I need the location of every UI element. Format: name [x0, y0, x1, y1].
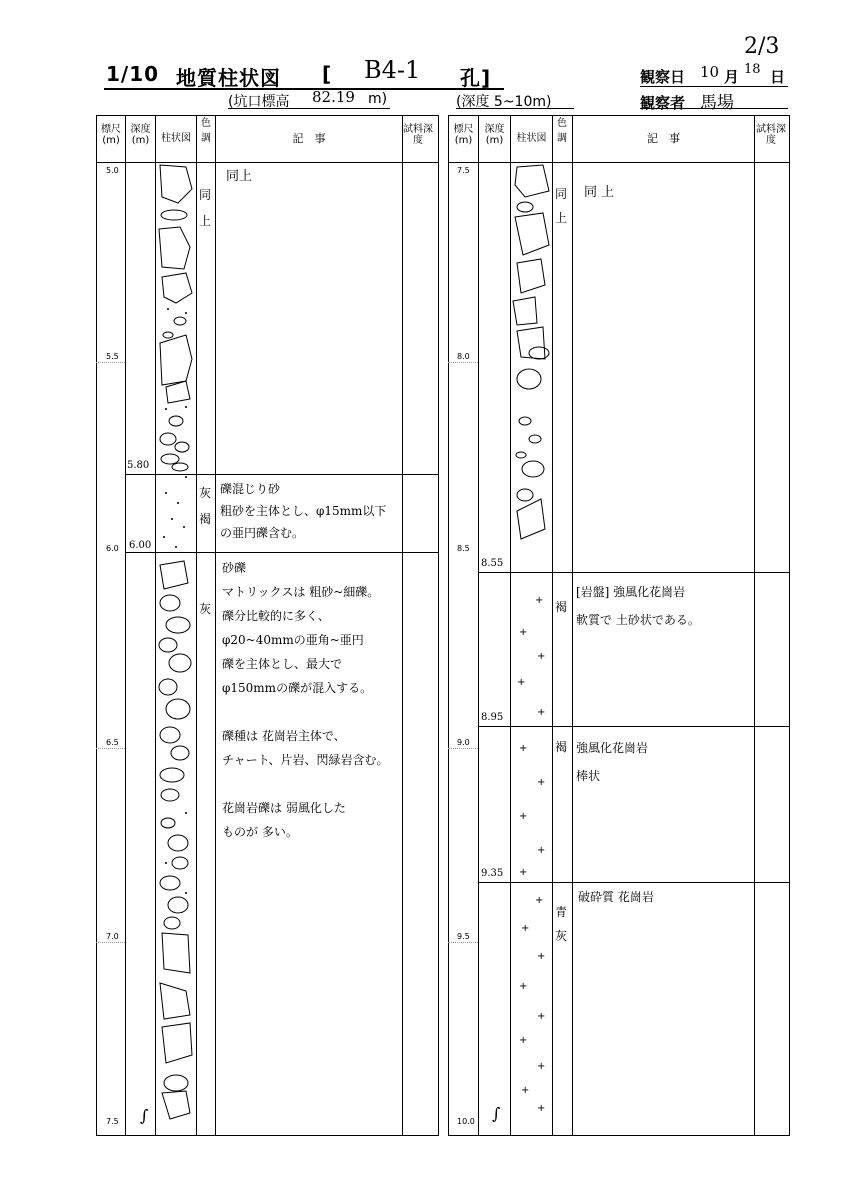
svg-text:+: + — [537, 1011, 546, 1022]
gravel-clast — [522, 461, 544, 477]
svg-text:+: + — [519, 811, 528, 822]
note-left-3: 砂礫 マトリックスは 粗砂~細礫。 礫分比較的に多く、 φ20~40mmの亜角~亜円 礫を主体とし、最大で φ150mmの礫が混入する。 礫種は 花崗岩主体で、 チャート、片岩、閃緑岩含む。 花崗岩礫は 弱風化した ものが 多い。 — [222, 561, 389, 839]
gravel-clast — [163, 332, 173, 338]
gravel-clast — [160, 165, 192, 203]
boundary-left-2: 6.00 — [129, 540, 152, 551]
collar-unit: m) — [368, 91, 388, 107]
depth-underline — [456, 108, 574, 109]
gravel-clast — [162, 273, 192, 303]
boundary-right-1: 8.55 — [481, 558, 504, 569]
svg-text:+: + — [537, 777, 546, 788]
gravel-clast — [529, 435, 541, 443]
break-mark-right: ∫ — [492, 1104, 501, 1123]
gravel-clast — [159, 638, 177, 652]
gravel-clast — [168, 897, 188, 913]
tick-right-2: 8.5 — [457, 544, 470, 553]
col-notes: 記 事 — [292, 132, 326, 145]
col-sample: 試料深度 — [403, 124, 433, 146]
tick-right-3: 9.0 — [457, 738, 470, 747]
tick-left-3: 6.5 — [106, 738, 119, 747]
color-right-3: 褐 — [555, 740, 568, 754]
svg-text:+: + — [537, 951, 546, 962]
boundary-right-2: 8.95 — [481, 712, 504, 723]
svg-text:+: + — [517, 677, 526, 688]
color-left-3: 灰 — [199, 602, 212, 616]
color-right-2: 褐 — [555, 600, 568, 614]
gravel-clast — [517, 499, 545, 539]
col-log-r: 柱状図 — [516, 133, 547, 144]
color-left-1: 同上 — [199, 188, 212, 228]
note-right-4: 破砕質 花崗岩 — [578, 890, 654, 904]
gravel-clast — [172, 857, 188, 869]
obs-month: 10 — [700, 63, 720, 81]
gravel-clast — [168, 835, 188, 851]
gravel-clast — [162, 1091, 190, 1119]
bracket-open: [ — [322, 62, 333, 86]
gravel-clast — [517, 259, 545, 293]
obs-date-label: 観察日 — [640, 68, 686, 86]
gravel-clast — [513, 297, 537, 325]
svg-text:+: + — [521, 1085, 530, 1096]
gravel-clast — [169, 416, 183, 426]
gravel-clast — [175, 442, 189, 452]
gravel-clast — [172, 463, 188, 471]
observer-label: 観察者 — [640, 94, 686, 112]
obs-day: 18 — [744, 62, 761, 77]
svg-text:+: + — [537, 707, 546, 718]
gravel-clast — [160, 768, 184, 782]
svg-text:+: + — [535, 595, 544, 606]
collar-underline — [228, 108, 390, 109]
col-notes-r: 記 事 — [647, 132, 680, 145]
svg-text:+: + — [521, 923, 530, 934]
col-sample-r: 試料深度 — [756, 124, 786, 146]
title-underline — [104, 88, 504, 90]
gravel-clast — [160, 433, 176, 445]
gravel-clast — [517, 327, 545, 359]
depth-range: (深度 5~10m) — [456, 94, 552, 110]
gravel-clast — [515, 165, 549, 197]
tick-right-1: 8.0 — [457, 352, 470, 361]
note-left-1: 同上 — [226, 169, 253, 184]
gravel-clast — [164, 917, 180, 929]
color-left-2: 灰褐 — [199, 486, 212, 526]
note-left-2: 礫混じり砂 粗砂を主体とし、φ15mm以下 の亜円礫含む。 — [220, 482, 387, 540]
hole-number: B4-1 — [364, 56, 421, 84]
tick-left-0: 5.0 — [106, 166, 119, 175]
tick-right-0: 7.5 — [457, 166, 470, 175]
gravel-clast — [517, 489, 533, 501]
date-underline — [640, 86, 788, 87]
col-depth-r: 深度 (m) — [484, 124, 505, 146]
svg-text:+: + — [519, 981, 528, 992]
collar-value: 82.19 — [312, 88, 355, 106]
gravel-clast — [160, 595, 180, 611]
note-right-3: 強風化花崗岩 棒状 — [576, 741, 649, 783]
svg-text:+: + — [537, 1103, 546, 1114]
gravel-clast — [516, 452, 526, 458]
break-mark-left: ∫ — [140, 1106, 149, 1125]
svg-text:+: + — [535, 895, 544, 906]
gravel-clast — [517, 202, 533, 212]
svg-text:+: + — [537, 1061, 546, 1072]
observer-name: 馬場 — [700, 93, 734, 113]
gravel-clast — [159, 679, 177, 695]
gravel-clast — [162, 1023, 192, 1063]
tick-right-4: 9.5 — [457, 932, 470, 941]
tick-left-2: 6.0 — [106, 544, 119, 553]
gravel-clast — [160, 335, 192, 385]
gravel-clast — [519, 417, 531, 425]
gravel-clast — [161, 210, 187, 220]
gravel-clast — [515, 213, 549, 255]
note-right-2: [岩盤] 強風化花崗岩 軟質で 土砂状である。 — [576, 585, 700, 627]
col-elev: 標尺 (m) — [101, 124, 121, 146]
day-char: 日 — [770, 68, 786, 86]
tick-left-5: 7.5 — [106, 1117, 119, 1126]
tick-left-4: 7.0 — [106, 932, 119, 941]
gravel-clast — [529, 347, 549, 359]
gravel-clast — [161, 789, 179, 801]
gravel-clast — [166, 617, 190, 633]
note-right-1: 同 上 — [584, 185, 615, 200]
boundary-left-1: 5.80 — [127, 460, 150, 471]
gravel-clast — [159, 227, 190, 269]
color-right-1: 同上 — [555, 187, 568, 225]
svg-text:+: + — [537, 845, 546, 856]
gravel-clast — [169, 654, 191, 672]
svg-text:+: + — [537, 651, 546, 662]
gravel-clast — [160, 876, 180, 890]
gravel-clast — [517, 369, 541, 389]
col-elev-r: 標尺 (m) — [453, 124, 474, 146]
col-depth: 深度 (m) — [130, 124, 151, 146]
month-char: 月 — [724, 68, 740, 86]
svg-text:+: + — [519, 627, 528, 638]
gravel-clast — [166, 381, 190, 403]
gravel-clast — [161, 454, 179, 464]
col-color-r: 色調 — [557, 118, 567, 144]
tick-right-5: 10.0 — [457, 1117, 475, 1126]
col-log: 柱状図 — [161, 133, 191, 144]
svg-text:+: + — [519, 867, 528, 878]
left-log-graphic — [156, 163, 196, 1134]
hole-suffix: 孔] — [460, 66, 492, 90]
gravel-clast — [160, 983, 190, 1019]
page-title: 地質柱状図 — [176, 66, 281, 90]
page-number: 2/3 — [744, 34, 780, 59]
gravel-clast — [162, 933, 190, 973]
svg-text:+: + — [519, 743, 528, 754]
gravel-clast — [160, 727, 180, 743]
col-color: 色調 — [201, 118, 211, 144]
right-log-graphic — [511, 163, 552, 1134]
gravel-clast — [166, 699, 190, 719]
color-right-4: 青灰 — [555, 905, 568, 943]
tick-left-1: 5.5 — [106, 352, 119, 361]
boundary-right-3: 9.35 — [481, 868, 504, 879]
gravel-clast — [171, 746, 189, 760]
gravel-clast — [164, 1075, 188, 1091]
gravel-clast — [161, 818, 175, 828]
gravel-clast — [174, 317, 186, 325]
collar-label: (坑口標高 — [228, 94, 290, 110]
observer-underline — [640, 108, 788, 109]
scale-label: 1/10 — [106, 62, 160, 86]
gravel-clast — [160, 561, 188, 589]
svg-text:+: + — [519, 1035, 528, 1046]
